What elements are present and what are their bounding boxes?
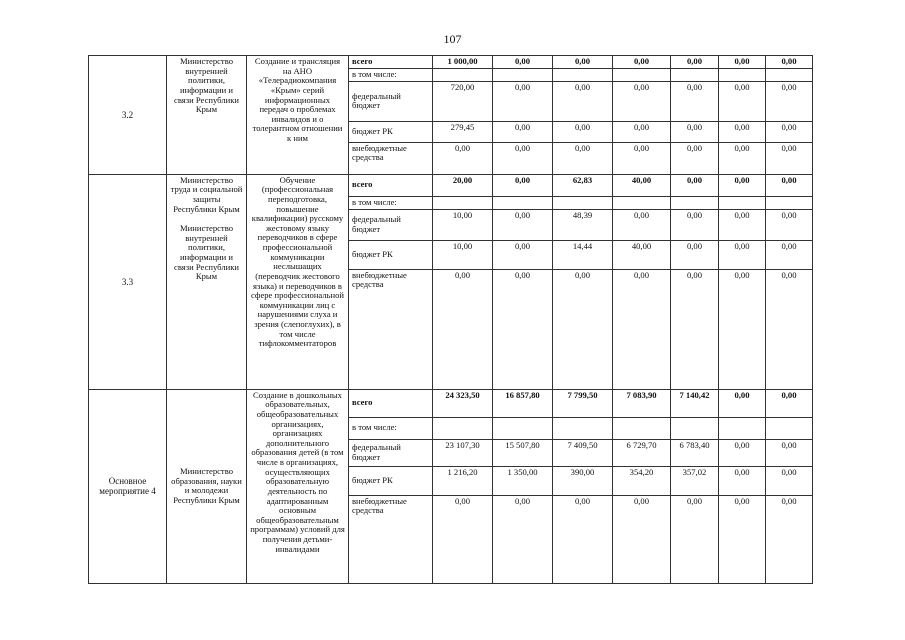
value-cell <box>553 196 613 209</box>
table-row <box>89 56 813 69</box>
value-cell: 0,00 <box>671 240 719 269</box>
value-cell: 0,00 <box>766 269 813 389</box>
executor-1: Министерство труда и социальной защиты Республики Крым <box>170 174 243 214</box>
value-cell: 0,00 <box>613 269 671 389</box>
value-cell: 0,00 <box>719 389 766 417</box>
value-cell: 0,00 <box>719 466 766 495</box>
value-cell: 7 140,42 <box>671 389 719 417</box>
value-cell: 0,00 <box>766 174 813 196</box>
value-cell: 0,00 <box>766 240 813 269</box>
value-cell: 40,00 <box>613 240 671 269</box>
executor-cell: Министерство внутренней политики, информации и связи Республики Крым <box>167 56 247 175</box>
value-cell: 1 350,00 <box>493 466 553 495</box>
value-cell: 390,00 <box>553 466 613 495</box>
value-cell: 7 799,50 <box>553 389 613 417</box>
value-cell: 0,00 <box>719 240 766 269</box>
value-cell: 7 409,50 <box>553 439 613 466</box>
value-cell: 24 323,50 <box>433 389 493 417</box>
value-cell: 0,00 <box>671 56 719 69</box>
value-cell: 0,00 <box>433 142 493 174</box>
value-cell: 0,00 <box>613 56 671 69</box>
value-cell: 0,00 <box>553 121 613 142</box>
value-cell: 0,00 <box>766 466 813 495</box>
value-cell <box>766 417 813 439</box>
value-cell <box>613 417 671 439</box>
value-cell: 0,00 <box>493 240 553 269</box>
value-cell: 0,00 <box>671 174 719 196</box>
executor-cell <box>167 174 247 389</box>
value-cell: 0,00 <box>766 81 813 121</box>
value-cell: 1 000,00 <box>433 56 493 69</box>
source-cell: в том числе: <box>349 196 433 209</box>
source-cell: внебюджетные средства <box>349 495 433 583</box>
value-cell: 10,00 <box>433 240 493 269</box>
value-cell <box>671 196 719 209</box>
activity-name-cell: Создание и трансляция на АНО «Телерадиокомпания «Крым» серий информационных передач о проблемах инвалидов и о толерантном отношении к ним <box>247 56 349 175</box>
value-cell <box>493 196 553 209</box>
value-cell: 0,00 <box>493 174 553 196</box>
value-cell: 0,00 <box>493 81 553 121</box>
table-row <box>89 174 813 196</box>
value-cell: 0,00 <box>553 142 613 174</box>
source-cell: бюджет РК <box>349 240 433 269</box>
value-cell: 14,44 <box>553 240 613 269</box>
value-cell: 0,00 <box>613 495 671 583</box>
budget-table <box>88 55 813 584</box>
value-cell: 0,00 <box>671 495 719 583</box>
source-cell: всего <box>349 56 433 69</box>
value-cell: 6 783,40 <box>671 439 719 466</box>
value-cell: 0,00 <box>671 269 719 389</box>
value-cell: 0,00 <box>766 439 813 466</box>
source-cell: в том числе: <box>349 417 433 439</box>
value-cell: 0,00 <box>493 209 553 240</box>
executor-cell: Министерство образования, науки и молодежи Республики Крым <box>167 389 247 583</box>
value-cell: 0,00 <box>433 269 493 389</box>
value-cell: 62,83 <box>553 174 613 196</box>
value-cell <box>493 417 553 439</box>
value-cell: 0,00 <box>766 142 813 174</box>
value-cell: 16 857,80 <box>493 389 553 417</box>
source-cell: всего <box>349 174 433 196</box>
value-cell: 0,00 <box>766 121 813 142</box>
value-cell: 0,00 <box>766 209 813 240</box>
value-cell: 0,00 <box>719 269 766 389</box>
value-cell: 40,00 <box>613 174 671 196</box>
value-cell <box>553 68 613 81</box>
source-cell: бюджет РК <box>349 466 433 495</box>
value-cell: 0,00 <box>719 121 766 142</box>
value-cell <box>613 68 671 81</box>
value-cell: 0,00 <box>613 121 671 142</box>
value-cell: 0,00 <box>553 269 613 389</box>
row-number: Основное мероприятие 4 <box>89 389 167 583</box>
table-row <box>89 389 813 417</box>
value-cell: 6 729,70 <box>613 439 671 466</box>
value-cell: 0,00 <box>433 495 493 583</box>
row-number: 3.2 <box>89 56 167 175</box>
value-cell: 0,00 <box>671 142 719 174</box>
value-cell: 0,00 <box>493 269 553 389</box>
source-cell: федеральный бюджет <box>349 81 433 121</box>
value-cell <box>433 68 493 81</box>
page-number: 107 <box>443 32 462 46</box>
value-cell: 0,00 <box>553 81 613 121</box>
value-cell: 0,00 <box>671 209 719 240</box>
value-cell: 0,00 <box>671 81 719 121</box>
value-cell: 0,00 <box>493 56 553 69</box>
value-cell: 357,02 <box>671 466 719 495</box>
activity-name-cell: Обучение (профессиональная переподготовка, повышение квалификации) русскому жестовому языку переводчиков в сфере профессиональной коммуникации неслышащих (переводчик жестового языка) и переводчиков в сфере профессиональной коммуникации лиц с нарушениями слуха и зрения (слепоглухих), в том числе тифлокомментаторов <box>247 174 349 389</box>
source-cell: внебюджетные средства <box>349 142 433 174</box>
value-cell: 0,00 <box>719 56 766 69</box>
value-cell: 7 083,90 <box>613 389 671 417</box>
value-cell <box>433 417 493 439</box>
value-cell: 10,00 <box>433 209 493 240</box>
value-cell <box>433 196 493 209</box>
value-cell: 354,20 <box>613 466 671 495</box>
activity-name-cell: Создание в дошкольных образовательных, общеобразовательных организациях, организациях дополнительного образования детей (в том числе в организациях, осуществляющих образовательную деятельность по адаптированным основным общеобразовательным программам) условий для получения детьми-инвалидами <box>247 389 349 583</box>
value-cell <box>613 196 671 209</box>
value-cell <box>671 68 719 81</box>
value-cell <box>553 417 613 439</box>
value-cell: 0,00 <box>719 81 766 121</box>
value-cell: 48,39 <box>553 209 613 240</box>
value-cell: 720,00 <box>433 81 493 121</box>
value-cell: 0,00 <box>613 81 671 121</box>
value-cell: 0,00 <box>766 389 813 417</box>
source-cell: федеральный бюджет <box>349 439 433 466</box>
source-cell: бюджет РК <box>349 121 433 142</box>
value-cell <box>719 196 766 209</box>
value-cell: 0,00 <box>493 121 553 142</box>
value-cell: 0,00 <box>719 209 766 240</box>
value-cell: 0,00 <box>553 56 613 69</box>
value-cell: 1 216,20 <box>433 466 493 495</box>
value-cell: 0,00 <box>719 142 766 174</box>
source-cell: всего <box>349 389 433 417</box>
value-cell: 0,00 <box>613 142 671 174</box>
source-cell: внебюджетные средства <box>349 269 433 389</box>
value-cell: 0,00 <box>719 439 766 466</box>
value-cell <box>493 68 553 81</box>
value-cell: 0,00 <box>553 495 613 583</box>
value-cell: 0,00 <box>613 209 671 240</box>
value-cell: 20,00 <box>433 174 493 196</box>
row-number: 3.3 <box>89 174 167 389</box>
value-cell: 0,00 <box>719 174 766 196</box>
value-cell: 0,00 <box>766 56 813 69</box>
value-cell: 279,45 <box>433 121 493 142</box>
value-cell: 0,00 <box>671 121 719 142</box>
value-cell <box>719 68 766 81</box>
value-cell: 23 107,30 <box>433 439 493 466</box>
value-cell <box>766 196 813 209</box>
value-cell <box>671 417 719 439</box>
value-cell: 0,00 <box>719 495 766 583</box>
source-cell: федеральный бюджет <box>349 209 433 240</box>
value-cell: 0,00 <box>766 495 813 583</box>
executor-2: Министерство внутренней политики, информации и связи Республики Крым <box>174 223 239 282</box>
value-cell: 15 507,80 <box>493 439 553 466</box>
source-cell: в том числе: <box>349 68 433 81</box>
value-cell: 0,00 <box>493 495 553 583</box>
value-cell <box>766 68 813 81</box>
value-cell <box>719 417 766 439</box>
value-cell: 0,00 <box>493 142 553 174</box>
